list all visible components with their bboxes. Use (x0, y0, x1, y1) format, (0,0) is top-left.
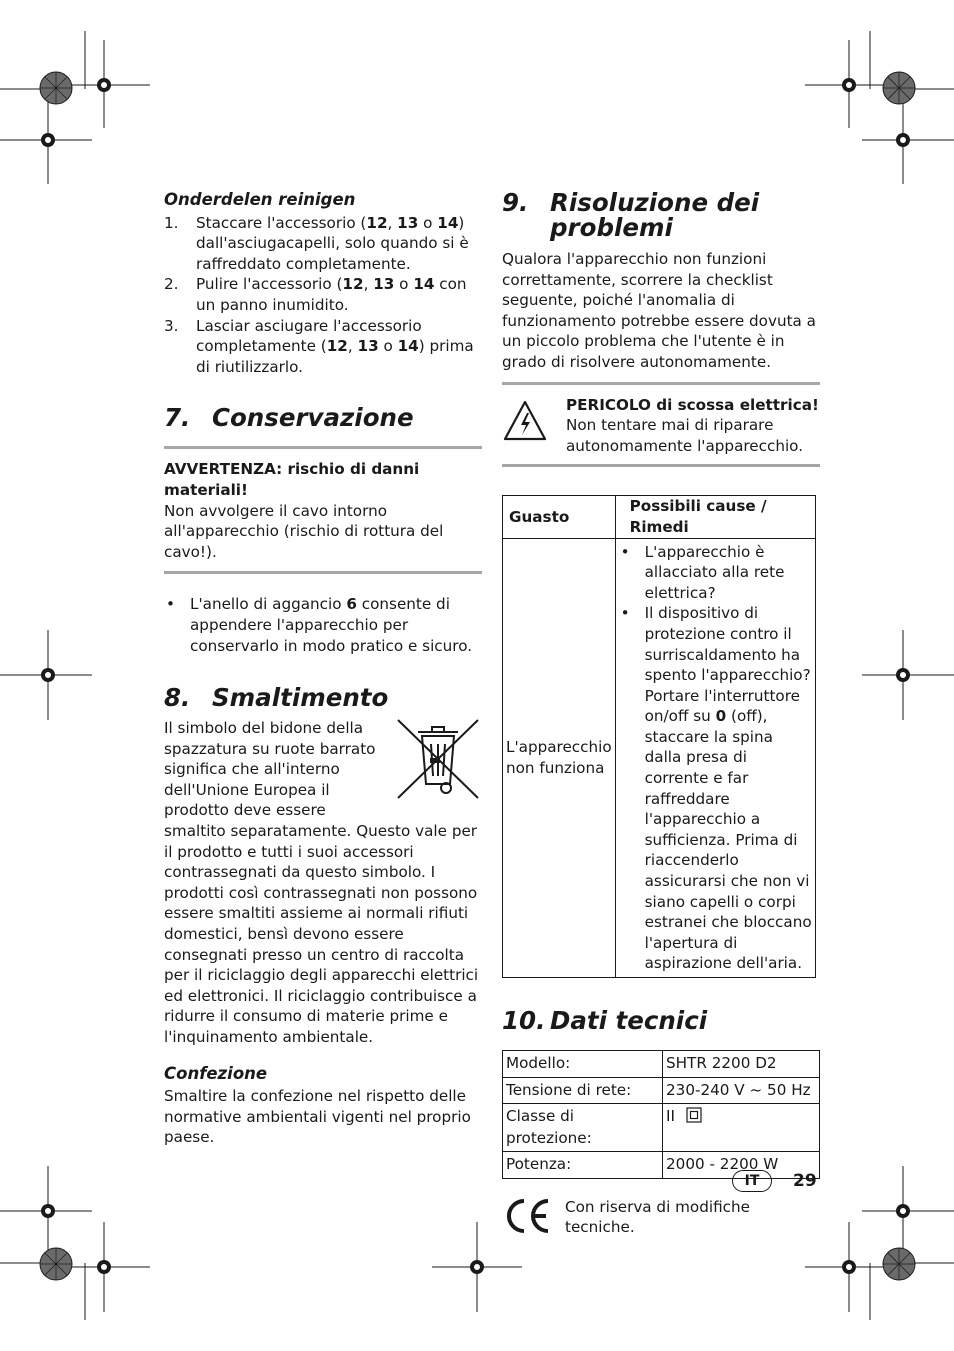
troubleshooting-table (502, 495, 816, 978)
danger-box (502, 385, 820, 465)
double-insulation-icon (686, 1107, 702, 1123)
table-header-row (503, 496, 816, 538)
warning-heading: AVVERTENZA: rischio di danni materiali! (164, 460, 420, 499)
language-badge: IT (732, 1170, 772, 1192)
section-heading-problemi: 9. Risoluzione dei problemi (502, 188, 760, 242)
troubleshooting-intro: Qualora l'apparecchio non funzioni correttamente, scorrere la checklist seguente, poiché l'anomalia di funzionamento potrebbe essere dovuta a un piccolo problema che l'utente è in grado di risolvere autonomamente. (502, 250, 816, 371)
left-column (164, 190, 482, 1148)
section-heading-tecnici: 10. Dati tecnici (502, 1006, 708, 1035)
electric-shock-warning-icon (502, 399, 548, 443)
cause-cell (615, 538, 815, 977)
cleaning-steps (164, 213, 482, 378)
danger-text: Non tentare mai di riparare autonomamente l'apparecchio. (566, 416, 804, 455)
ce-note-row (502, 1197, 820, 1238)
ce-note-text: Con riserva di modifiche tecniche. (565, 1197, 750, 1237)
page-number: 29 (793, 1171, 817, 1191)
divider (164, 571, 482, 574)
cleaning-title: Onderdelen reinigen (164, 190, 356, 209)
table-row: Classe di protezione: II (503, 1104, 820, 1152)
list-item: • L'apparecchio è allacciato alla rete elettrica? (620, 542, 785, 602)
packaging-title: Confezione (164, 1063, 268, 1083)
section-heading-smaltimento: 8. Smaltimento (164, 683, 389, 713)
storage-bullet-list (164, 594, 482, 656)
warning-text: Non avvolgere il cavo intorno all'apparecchio (rischio di rottura del cavo!). (164, 501, 444, 561)
section-heading-conservazione: 7. Conservazione (164, 403, 414, 433)
table-row (503, 538, 816, 977)
technical-data-table (502, 1050, 820, 1179)
list-item: • L'anello di aggancio 6 consente di appendere l'apparecchio per conservarlo in modo pratico e sicuro. (166, 595, 473, 655)
packaging-text: Smaltire la confezione nel rispetto delle normative ambientali vigenti nel proprio paese. (164, 1087, 471, 1147)
danger-heading: PERICOLO di scossa elettrica! (566, 395, 819, 414)
ce-mark-icon (502, 1197, 552, 1235)
page-footer (732, 1170, 817, 1192)
disposal-text-block (164, 718, 482, 1048)
list-item: 1. Staccare l'accessorio (12, 13 o 14) dall'asciugacapelli, solo quando si è raffreddato completamente. (164, 213, 469, 273)
list-item: • Il dispositivo di protezione contro il surriscaldamento ha spento l'apparecchio? Portare l'interruttore on/off su 0 (off), staccare la spina dalla presa di corrente e far raffreddare l'apparecchio a sufficienza. Prima di riaccenderlo assicurarsi che non vi siano capelli o corpi estranei che bloccano l'apertura di aspirazione dell'aria. (620, 604, 812, 973)
list-item: 2. Pulire l'accessorio (12, 13 o 14 con un panno inumidito. (164, 275, 467, 314)
table-row: Modello: SHTR 2200 D2 (503, 1051, 820, 1078)
fault-cell: L'apparecchio non funziona (503, 538, 616, 977)
disposal-text: Il simbolo del bidone della spazzatura su ruote barrato significa che all'interno dell'Unione Europea il prodotto deve essere smaltito separatamente. Questo vale per il prodotto e tutti i suoi accessori contrassegnati da questo simbolo. I prodotti così contrassegnati non possono essere smaltiti assieme ai normali rifiuti domestici, bensì devono essere consegnati presso un centro di raccolta per il riciclaggio degli apparecchi elettrici ed elettronici. Il riciclaggio contribuisce a ridurre il consumo di materie prime e l'inquinamento ambientale. (164, 719, 479, 1046)
col-header-cause: Possibili cause / Rimedi (615, 496, 815, 538)
list-item: 3. Lasciar asciugare l'accessorio completamente (12, 13 o 14) prima di riutilizzarlo. (164, 316, 474, 376)
table-row: Tensione di rete: 230-240 V ~ 50 Hz (503, 1077, 820, 1104)
warning-box (164, 449, 482, 571)
crossed-bin-icon (394, 718, 482, 802)
table-row: Potenza: 2000 - 2200 W (503, 1152, 820, 1179)
right-column (502, 190, 820, 1238)
divider (502, 464, 820, 467)
col-header-guasto: Guasto (503, 496, 616, 538)
